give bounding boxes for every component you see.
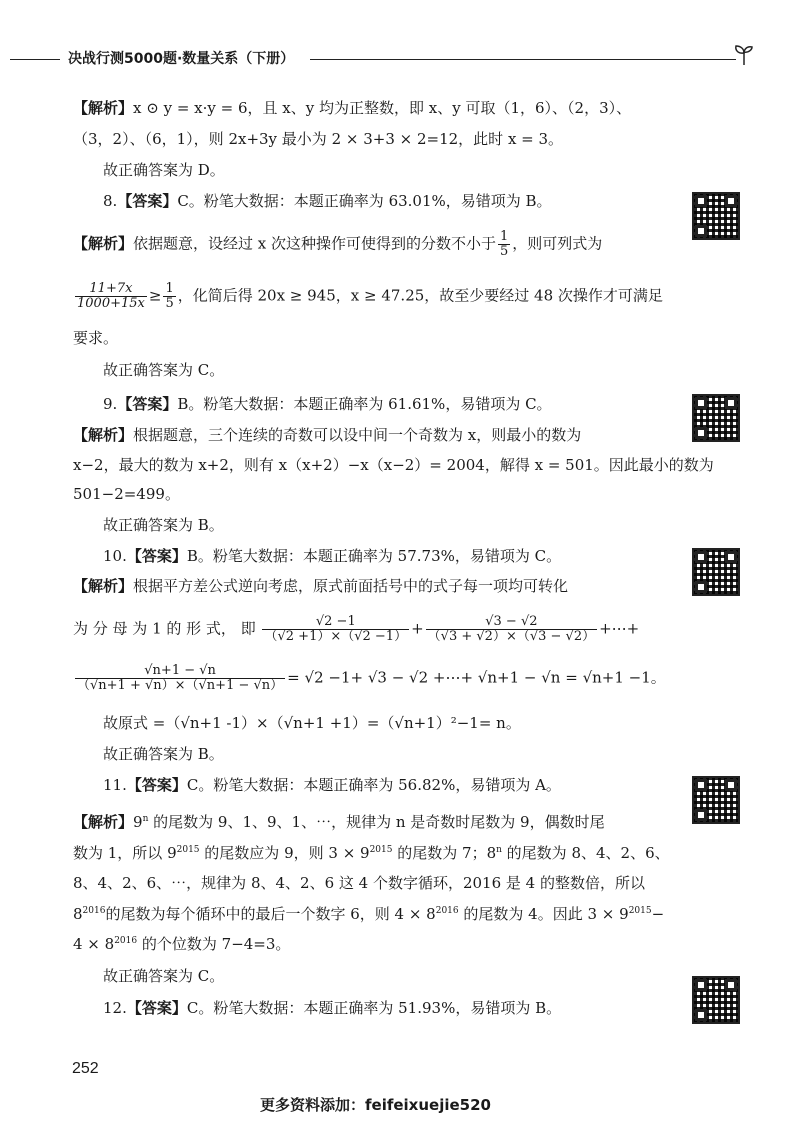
text-line <box>103 713 521 733</box>
text: 的尾数应为 9，则 3 × 9 <box>199 844 370 862</box>
formula-line <box>73 664 666 693</box>
text-line <box>73 904 664 924</box>
text-line <box>73 129 563 149</box>
text: B。粉笔大数据：本题正确率为 57.73%，易错项为 C。 <box>186 547 562 565</box>
text: 8 <box>73 905 83 923</box>
text: = √2 −1+ √3 − √2 +⋯+ √n+1 − √n = √n+1 −1。 <box>287 668 666 687</box>
running-header <box>10 44 750 74</box>
formula-line <box>73 282 663 311</box>
text: 4 × 8 <box>73 935 115 953</box>
question-number: 12. <box>103 999 127 1017</box>
qr-code-icon[interactable] <box>692 976 740 1024</box>
question-12-answer <box>103 998 561 1018</box>
superscript: 2015 <box>176 845 200 855</box>
text: ≥ <box>148 286 162 305</box>
text: + <box>411 619 424 638</box>
superscript: 2015 <box>369 845 393 855</box>
answer-conclusion: 故正确答案为 C。 <box>103 361 225 379</box>
text: ，则可列式为 <box>512 234 603 253</box>
text: x ⊙ y = x·y = 6，且 x、y 均为正整数，即 x、y 可取（1，6）、（2，3）、 <box>133 99 632 117</box>
text: 9 <box>133 813 143 831</box>
text-line <box>73 934 290 954</box>
text: 要求。 <box>73 329 119 347</box>
answer-analysis-line <box>73 98 631 118</box>
formula-line <box>73 615 639 644</box>
answer-label: 【答案】 <box>126 547 187 565</box>
qr-code-icon[interactable] <box>692 776 740 824</box>
question-number: 10. <box>103 547 127 565</box>
answer-label: 【答案】 <box>126 999 187 1017</box>
header-rule-left <box>10 59 60 60</box>
superscript: 2016 <box>82 906 106 916</box>
text-line <box>73 843 670 863</box>
question-11-answer <box>103 775 561 795</box>
text: 8、4、2、6、⋯，规律为 8、4、2、6 这 4 个数字循环，2016 是 4 的整数倍，所以 <box>73 874 645 892</box>
text: B。粉笔大数据：本题正确率为 61.61%，易错项为 C。 <box>177 395 552 413</box>
text: ，化简后得 20x ≥ 945，x ≥ 47.25，故至少要经过 48 次操作才可满足 <box>177 286 663 305</box>
text-line <box>103 160 225 180</box>
footer-note: 更多资料添加：feifeixuejie520 <box>260 1096 491 1114</box>
analysis-label: 【解析】 <box>73 99 134 117</box>
text-line <box>73 873 645 893</box>
page-number: 252 <box>72 1060 99 1077</box>
text: +⋯+ <box>599 619 640 638</box>
numerator: 1 <box>500 229 509 244</box>
text-line <box>103 515 224 535</box>
superscript: n <box>496 845 502 855</box>
answer-conclusion: 故正确答案为 D。 <box>103 161 225 179</box>
text: 依据题意，设经过 x 次这种操作可使得到的分数不小于 <box>133 234 497 253</box>
analysis-label: 【解析】 <box>73 234 134 253</box>
text-line <box>73 484 180 504</box>
analysis-label: 【解析】 <box>73 577 134 595</box>
analysis-line <box>73 576 568 596</box>
text: 的尾数为 7；8 <box>392 844 497 862</box>
denominator: 5 <box>165 296 174 311</box>
text: x−2，最大的数为 x+2，则有 x（x+2）−x（x−2）= 2004，解得 x = 501。因此最小的数为 <box>73 456 714 474</box>
fraction <box>163 282 175 311</box>
fraction <box>262 615 409 644</box>
answer-label: 【答案】 <box>117 192 178 210</box>
superscript: n <box>142 814 149 824</box>
header-rule-right <box>310 59 736 60</box>
question-number: 8. <box>103 192 118 210</box>
text-line <box>103 360 224 380</box>
text: 故原式 =（√n+1 -1）×（√n+1 +1）=（√n+1）²−1= n。 <box>103 714 521 732</box>
text: C。粉笔大数据：本题正确率为 51.93%，易错项为 B。 <box>186 999 562 1017</box>
text: 的个位数为 7−4=3。 <box>137 935 291 953</box>
numerator: √3 − √2 <box>426 615 597 630</box>
answer-conclusion: 故正确答案为 C。 <box>103 967 225 985</box>
superscript: 2016 <box>114 936 138 946</box>
analysis-label: 【解析】 <box>73 813 134 831</box>
text-line <box>73 328 118 348</box>
text: 的尾数为每个循环中的最后一个数字 6，则 4 × 8 <box>105 905 436 923</box>
text: C。粉笔大数据：本题正确率为 63.01%，易错项为 B。 <box>177 192 552 210</box>
fraction <box>498 230 510 259</box>
qr-code-icon[interactable] <box>692 394 740 442</box>
sprout-icon <box>732 44 756 66</box>
analysis-label: 【解析】 <box>73 426 134 444</box>
text: 的尾数为 4。因此 3 × 9 <box>458 905 629 923</box>
text: C。粉笔大数据：本题正确率为 56.82%，易错项为 A。 <box>186 776 561 794</box>
denominator: （√2 +1）×（√2 −1） <box>264 629 408 644</box>
text: （3，2）、（6，1），则 2x+3y 最小为 2 × 3+3 × 2=12，此时 x = 3。 <box>73 130 564 148</box>
answer-label: 【答案】 <box>126 776 187 794</box>
book-title: 决战行测5000题·数量关系（下册） <box>68 51 295 67</box>
denominator: 1000+15x <box>77 296 145 311</box>
text: 的尾数为 8、4、2、6、 <box>501 844 670 862</box>
question-number: 9. <box>103 395 118 413</box>
analysis-line <box>73 425 581 445</box>
text: 数为 1，所以 9 <box>73 844 177 862</box>
answer-conclusion: 故正确答案为 B。 <box>103 516 224 534</box>
answer-label: 【答案】 <box>117 395 178 413</box>
numerator: 1 <box>165 281 174 296</box>
fraction <box>75 664 285 693</box>
fraction <box>426 615 597 644</box>
text: 为 分 母 为 1 的 形 式， 即 <box>73 619 256 638</box>
question-10-answer <box>103 546 561 566</box>
superscript: 2016 <box>435 906 459 916</box>
text: 的尾数为 9、1、9、1、⋯，规律为 n 是奇数时尾数为 9，偶数时尾 <box>148 813 605 831</box>
numerator: √n+1 − √n <box>75 664 285 679</box>
analysis-line <box>73 230 602 259</box>
question-9-answer <box>103 394 552 414</box>
text: 根据平方差公式逆向考虑，原式前面括号中的式子每一项均可转化 <box>133 577 569 595</box>
answer-conclusion: 故正确答案为 B。 <box>103 745 224 763</box>
text-line <box>103 966 224 986</box>
superscript: 2015 <box>628 906 652 916</box>
question-number: 11. <box>103 776 127 794</box>
text-line <box>103 744 224 764</box>
fraction <box>75 282 147 311</box>
question-8-answer <box>103 191 552 211</box>
denominator: （√3 + √2）×（√3 − √2） <box>427 629 596 644</box>
numerator: √2 −1 <box>262 615 409 630</box>
denominator: 5 <box>500 244 509 259</box>
denominator: （√n+1 + √n）×（√n+1 − √n） <box>77 678 284 693</box>
qr-code-icon[interactable] <box>692 548 740 596</box>
text: 501−2=499。 <box>73 485 180 503</box>
analysis-line <box>73 812 605 832</box>
text-line <box>73 455 714 475</box>
numerator: 11+7x <box>75 282 147 297</box>
text: − <box>651 905 665 923</box>
qr-code-icon[interactable] <box>692 192 740 240</box>
text: 根据题意，三个连续的奇数可以设中间一个奇数为 x，则最小的数为 <box>133 426 582 444</box>
